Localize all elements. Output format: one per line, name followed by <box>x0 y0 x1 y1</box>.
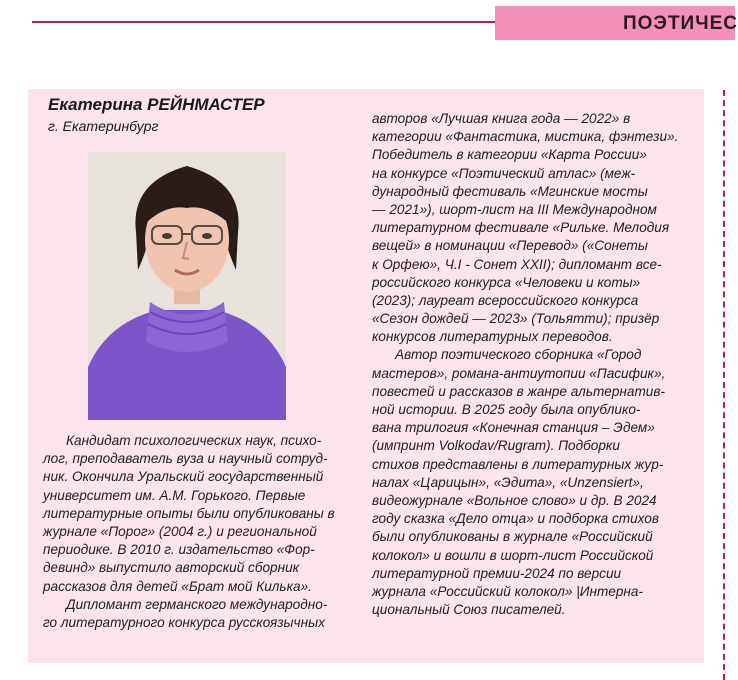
bio-line: российского конкурса «Человеки и коты» <box>372 274 641 290</box>
bio-line: налах «Царицын», «Эдита», «Unzensiert», <box>372 474 644 490</box>
bio-line: ник. Окончила Уральский государственный <box>43 469 324 485</box>
column-divider <box>723 90 725 680</box>
bio-line: вещей» в номинации «Перевод» («Сонеты <box>372 238 648 254</box>
bio-line: были опубликованы в журнале «Российский <box>372 529 653 545</box>
bio-line: Кандидат психологических наук, психо- <box>66 433 322 448</box>
bio-line: рассказов для детей «Брат мой Килька». <box>43 578 312 594</box>
bio-line: мастеров», романа-антиутопии «Пасифик», <box>372 365 666 381</box>
bio-line: дународный фестиваль «Мгинские мосты <box>372 183 648 199</box>
section-title: ПОЭТИЧЕС <box>623 13 738 34</box>
bio-line: категории «Фантастика, мистика, фэнтези». <box>372 129 679 145</box>
bio-line: журнале «Порог» (2004 г.) и региональной <box>43 523 317 539</box>
author-photo <box>88 152 286 420</box>
bio-line: университет им. А.М. Горького. Первые <box>43 487 306 503</box>
bio-line: циональный Союз писателей. <box>372 602 566 618</box>
bio-line: конкурсов литературных переводов. <box>372 329 613 345</box>
bio-right-column <box>372 110 682 619</box>
bio-line: девинд» выпустило авторский сборник <box>43 560 300 576</box>
bio-line: ной истории. В 2025 году была опублико- <box>372 402 641 417</box>
bio-line: к Орфею», Ч.I - Сонет XXII); дипломант все- <box>372 256 662 272</box>
bio-line: колокол» и вошли в шорт-лист Российской <box>372 547 654 563</box>
bio-line: журнала «Российский колокол» |Интерна- <box>372 583 643 599</box>
bio-line: литературном фестивале «Рильке. Мелодия <box>372 220 670 236</box>
section-tab <box>495 6 738 40</box>
bio-line: литературные опыты были опубликованы в <box>43 505 335 521</box>
bio-line: стихов представлены в литературных жур- <box>372 456 664 472</box>
bio-line: «Сезон дождей — 2023» (Тольятти); призёр <box>372 311 660 327</box>
bio-left-column <box>43 432 351 632</box>
bio-line: авторов «Лучшая книга года — 2022» в <box>372 111 631 126</box>
bio-line: вана трилогия «Конечная станция – Эдем» <box>372 420 655 436</box>
bio-line: повестей и рассказов в жанре альтернатив- <box>372 383 665 399</box>
author-city: г. Екатеринбург <box>48 118 159 134</box>
bio-line: (импринт Volkodav/Rugram). Подборки <box>372 438 620 454</box>
bio-line: Дипломант германского международно- <box>66 596 328 612</box>
bio-line: — 2021»), шорт-лист на III Международном <box>372 201 657 217</box>
portrait-illustration <box>88 152 286 420</box>
bio-line: го литературного конкурса русскоязычных <box>43 614 325 630</box>
bio-line: Победитель в категории «Карта России» <box>372 147 647 163</box>
bio-line: литературной премии-2024 по версии <box>372 565 622 581</box>
author-name: Екатерина РЕЙНМАСТЕР <box>48 95 265 114</box>
header-rule <box>32 21 502 23</box>
bio-line: году сказка «Дело отца» и подборка стихов <box>372 511 659 527</box>
bio-line: на конкурсе «Поэтический атлас» (меж- <box>372 165 636 181</box>
bio-line: Автор поэтического сборника «Город <box>395 347 642 363</box>
bio-line: видеожурнале «Вольное слово» и др. В 2024 <box>372 492 657 508</box>
bio-line: лог, преподаватель вуза и научный сотруд- <box>43 451 328 467</box>
bio-line: (2023); лауреат всероссийского конкурса <box>372 292 639 308</box>
bio-line: периодике. В 2010 г. издательство «Фор- <box>43 542 315 558</box>
